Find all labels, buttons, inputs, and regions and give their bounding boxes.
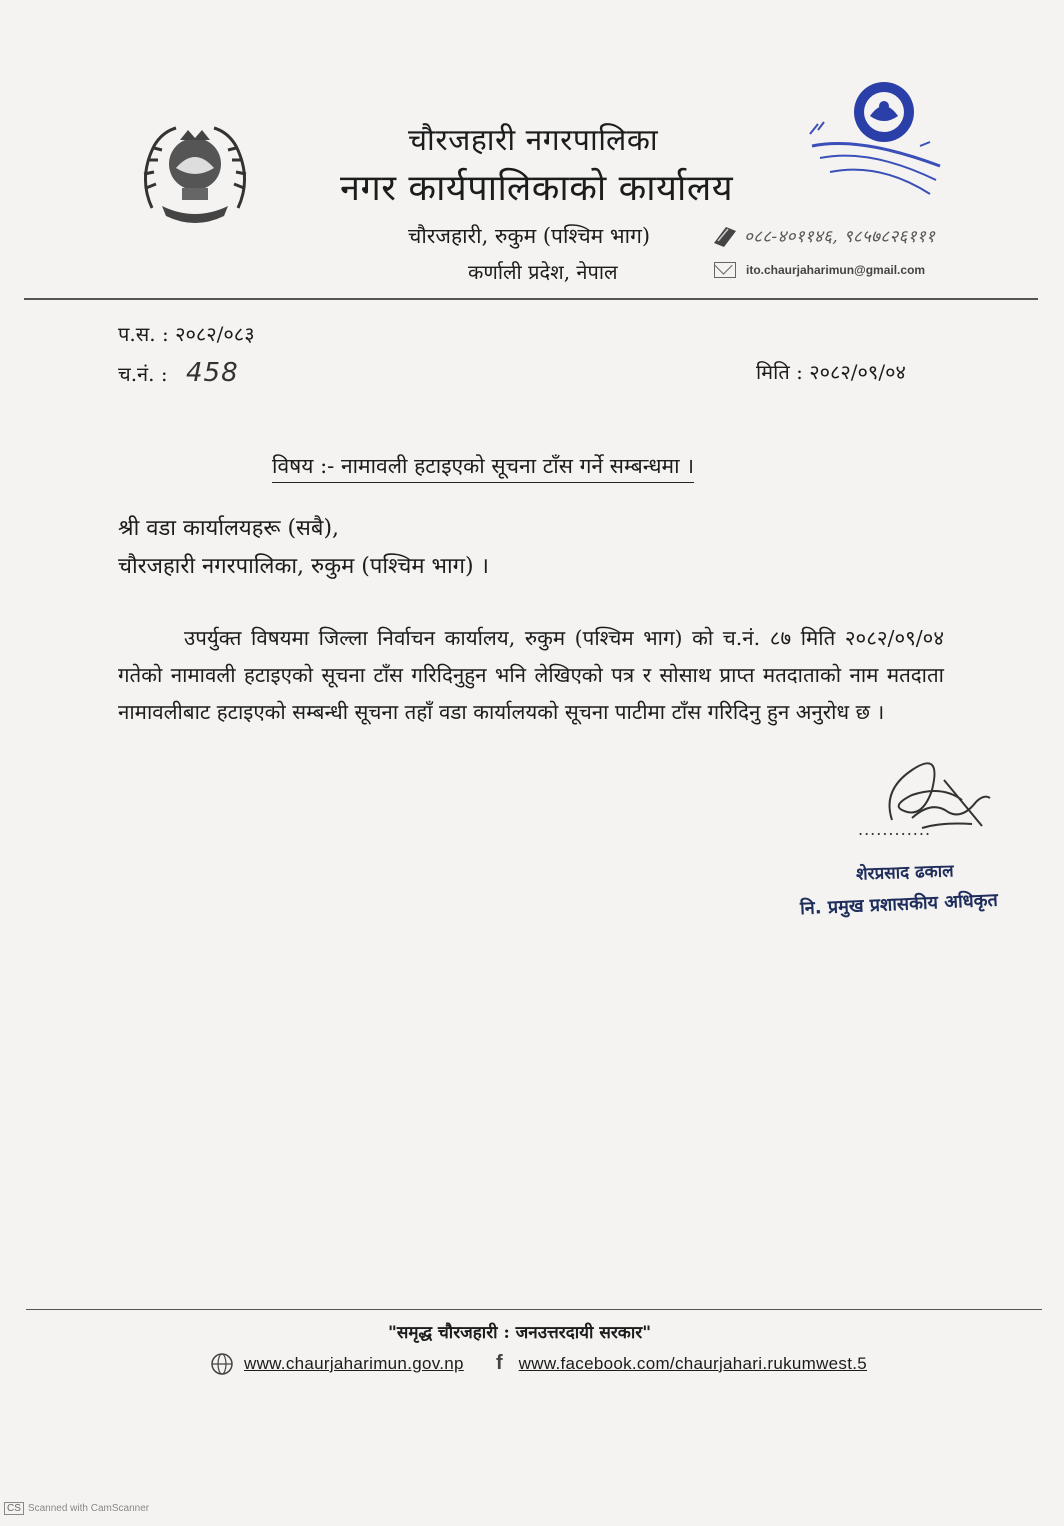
office-name: नगर कार्यपालिकाको कार्यालय (340, 168, 734, 209)
signature-line: ............ (858, 820, 932, 839)
mail-icon (714, 262, 736, 278)
municipality-name: चौरजहारी नगरपालिका (408, 123, 659, 158)
addressee-line-1: श्री वडा कार्यालयहरू (सबै), (118, 516, 340, 541)
phone-numbers: ०८८-४०११४६, ९८५७८२६१११ (744, 227, 936, 247)
facebook-icon: f (496, 1352, 503, 1374)
footer-facebook[interactable] (496, 1352, 867, 1375)
date-value: २०८२/०९/०४ (809, 360, 906, 384)
chalani-number (118, 358, 239, 388)
scanner-watermark (4, 1502, 149, 1515)
website-link[interactable]: www.chaurjaharimun.gov.np (244, 1354, 464, 1373)
municipality-logo-icon (800, 76, 948, 208)
patra-sankhya (118, 320, 255, 347)
office-province: कर्णाली प्रदेश, नेपाल (468, 260, 618, 284)
footer-slogan: "समृद्ध चौरजहारी : जनउत्तरदायी सरकार" (388, 1323, 652, 1343)
signatory-title: नि. प्रमुख प्रशासकीय अधिकृत (799, 889, 999, 920)
letter-date (756, 358, 906, 385)
contact-phone (712, 224, 935, 247)
addressee-line-2: चौरजहारी नगरपालिका, रुकुम (पश्चिम भाग) । (118, 554, 489, 579)
phone-icon (712, 225, 740, 247)
nepal-emblem-icon (132, 118, 258, 234)
letter-subject: विषय :- नामावली हटाइएको सूचना टाँस गर्ने सम्बन्धमा । (272, 452, 694, 483)
signatory-name: शेरप्रसाद ढकाल (855, 861, 954, 885)
scanner-watermark-text: Scanned with CamScanner (27, 1503, 150, 1514)
facebook-link[interactable]: www.facebook.com/chaurjahari.rukumwest.5 (518, 1353, 868, 1373)
ps-label: प.स. : (118, 322, 169, 346)
office-address: चौरजहारी, रुकुम (पश्चिम भाग) (408, 224, 651, 248)
footer-divider (26, 1309, 1042, 1310)
cn-label: च.नं. : (118, 362, 168, 386)
email-address: ito.chaurjaharimun@gmail.com (746, 263, 926, 277)
ps-value: २०८२/०८३ (175, 322, 255, 346)
camscanner-logo-icon: CS (4, 1502, 24, 1515)
cn-value: 458 (185, 358, 239, 388)
contact-email (714, 262, 925, 278)
globe-icon (210, 1352, 234, 1376)
date-label: मिति : (756, 360, 803, 384)
footer-website[interactable] (210, 1352, 464, 1376)
header-divider (24, 298, 1038, 300)
letter-body: उपर्युक्त विषयमा जिल्ला निर्वाचन कार्यालय, रुकुम (पश्चिम भाग) को च.नं. ८७ मिति २०८२/०९/०४ गतेको नामावली हटाइएको सूचना टाँस गरिदिनुहुन भनि लेखिएको पत्र र सोसाथ प्राप्त मतदाताको नाम मतदाता नामावलीबाट हटाइएको सम्बन्धी सूचना तहाँ वडा कार्यालयको सूचना पाटीमा टाँस गरिदिनु हुन अनुरोध छ । (118, 626, 944, 724)
